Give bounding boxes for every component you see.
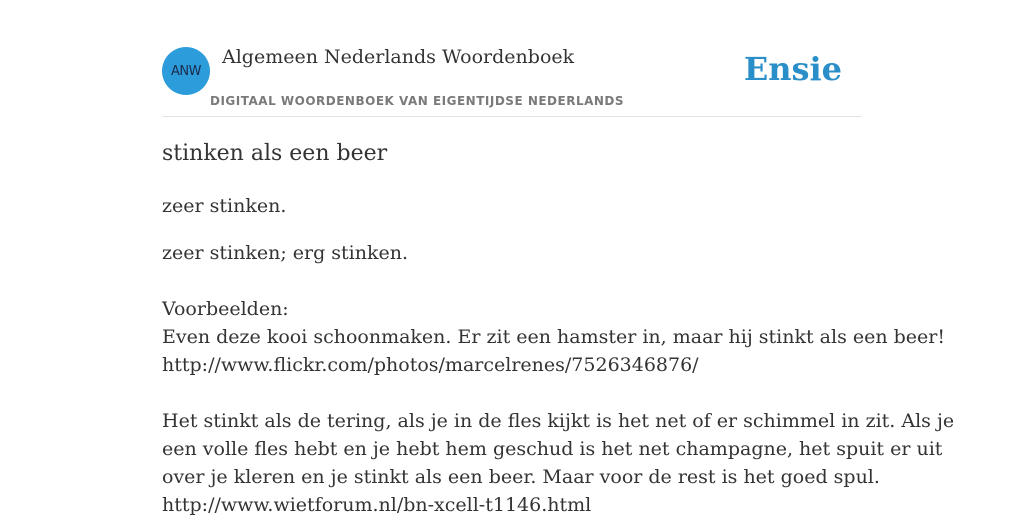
anw-logo[interactable] — [162, 47, 210, 95]
site-title[interactable]: Algemeen Nederlands Woordenboek — [222, 46, 575, 68]
short-definition: zeer stinken. — [162, 195, 287, 217]
site-subtitle: DIGITAAL WOORDENBOEK VAN EIGENTIJDSE NEDERLANDS — [210, 94, 625, 108]
examples-label: Voorbeelden: — [162, 298, 289, 320]
example-1-source-link[interactable]: http://www.flickr.com/photos/marcelrenes/7526346876/ — [162, 354, 699, 376]
anw-logo-text: ANW — [171, 63, 201, 79]
example-2-source-link[interactable]: http://www.wietforum.nl/bn-xcell-t1146.html — [162, 494, 592, 516]
example-2-text-line-2: een volle fles hebt en je hebt hem geschud is het net champagne, het spuit er uit — [162, 438, 943, 460]
example-2-text-line-3: over je kleren en je stinkt als een beer. Maar voor de rest is het goed spul. — [162, 466, 880, 488]
entry-term: stinken als een beer — [162, 141, 388, 166]
page-header — [162, 0, 862, 117]
definition: zeer stinken; erg stinken. — [162, 242, 409, 264]
example-2-text-line-1: Het stinkt als de tering, als je in de fles kijkt is het net of er schimmel in zit. Als je — [162, 410, 955, 432]
ensie-brand-logo[interactable]: Ensie — [743, 50, 842, 88]
example-1-text: Even deze kooi schoonmaken. Er zit een hamster in, maar hij stinkt als een beer! — [162, 326, 945, 348]
entry-card — [162, 0, 955, 516]
